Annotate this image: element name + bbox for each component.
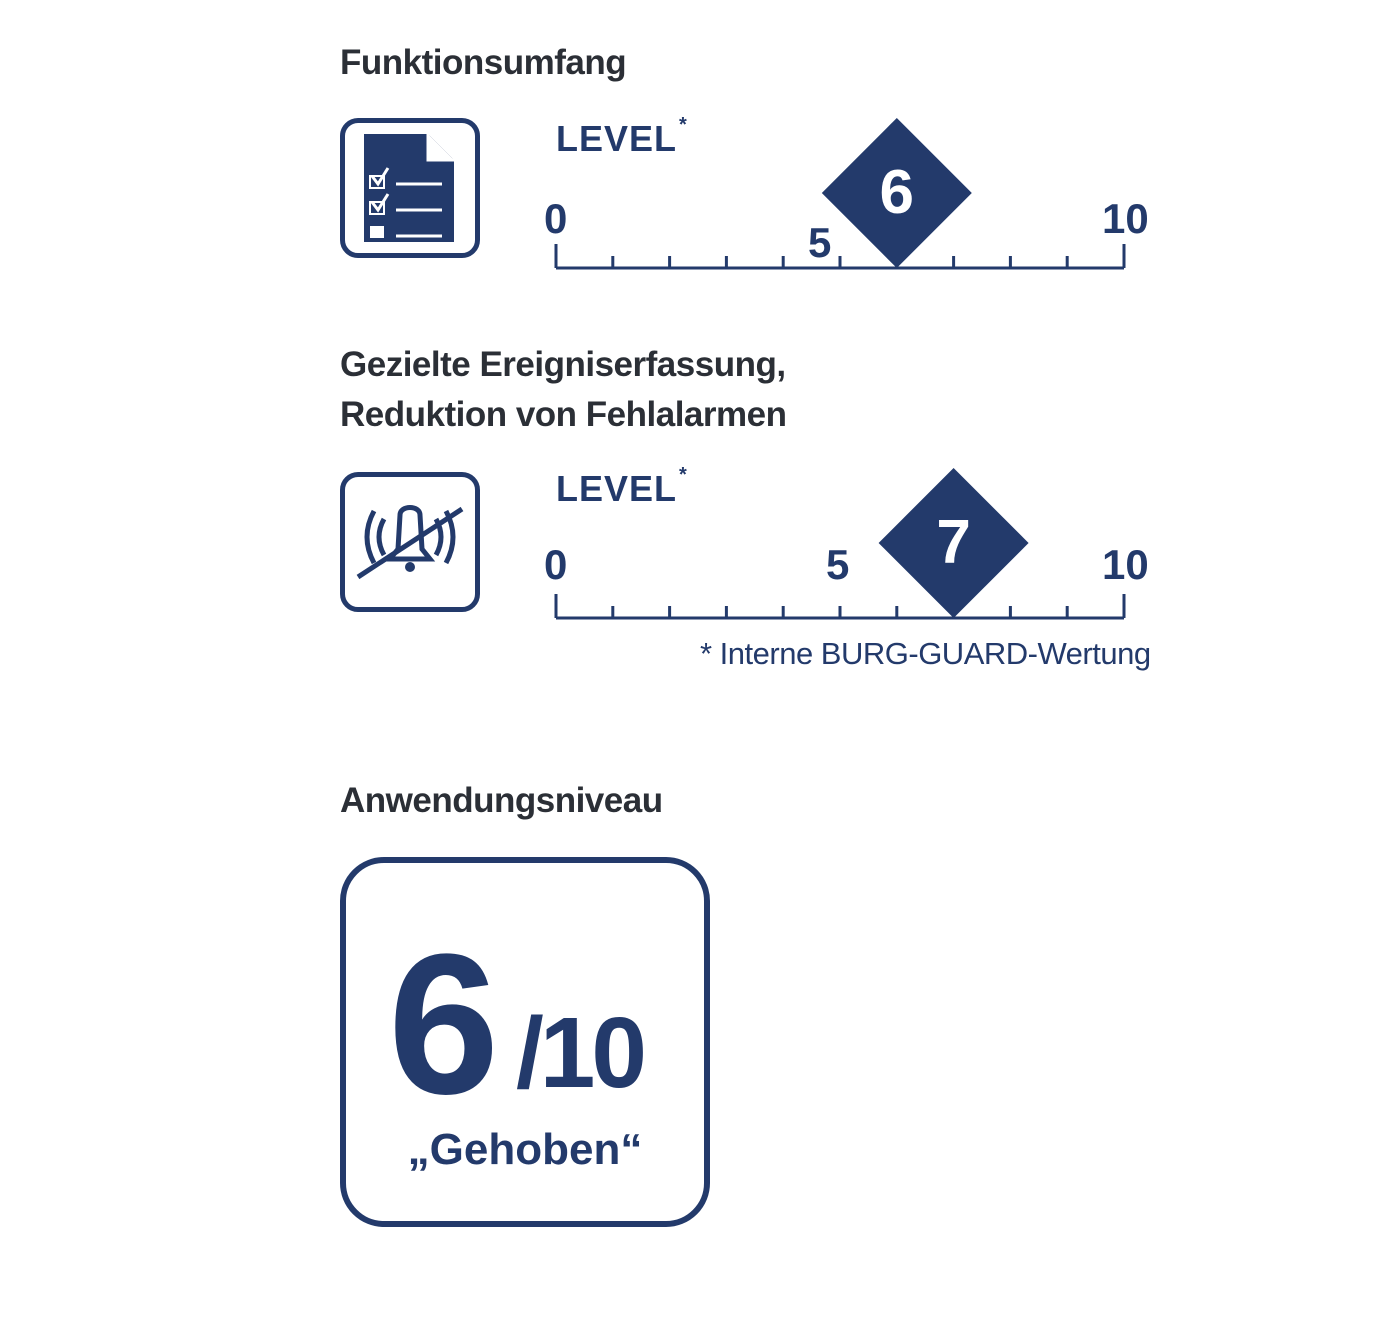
checklist-document-icon [340,118,480,258]
rating-value: 6 [388,913,494,1136]
section-heading-anwendungsniveau: Anwendungsniveau [340,781,663,820]
scale-min-label: 0 [544,195,568,242]
scale-min-label: 0 [544,541,568,588]
level-marker-value: 6 [879,158,915,227]
rating-label: „Gehoben“ [407,1125,643,1174]
rating-max: /10 [516,997,644,1109]
level-marker-value: 7 [936,508,971,577]
scale-max-label: 10 [1102,541,1149,588]
section-heading-funktionsumfang: Funktionsumfang [340,43,627,82]
level-label: LEVEL * [556,114,688,159]
section-heading-ereigniserfassung: Gezielte Ereigniserfassung, Reduktion von Fehlalarmen [340,345,787,434]
rating-box [340,857,710,1227]
scale-mid-label: 5 [826,541,850,588]
footnote: * Interne BURG-GUARD-Wertung [700,636,1151,671]
level-scale-ereigniserfassung [540,460,1160,630]
level-scale-funktionsumfang [540,110,1160,280]
scale-max-label: 10 [1102,195,1149,242]
level-label: LEVEL * [556,464,688,509]
muted-alarm-bell-icon [340,472,480,612]
scale-mid-label: 5 [808,219,832,266]
